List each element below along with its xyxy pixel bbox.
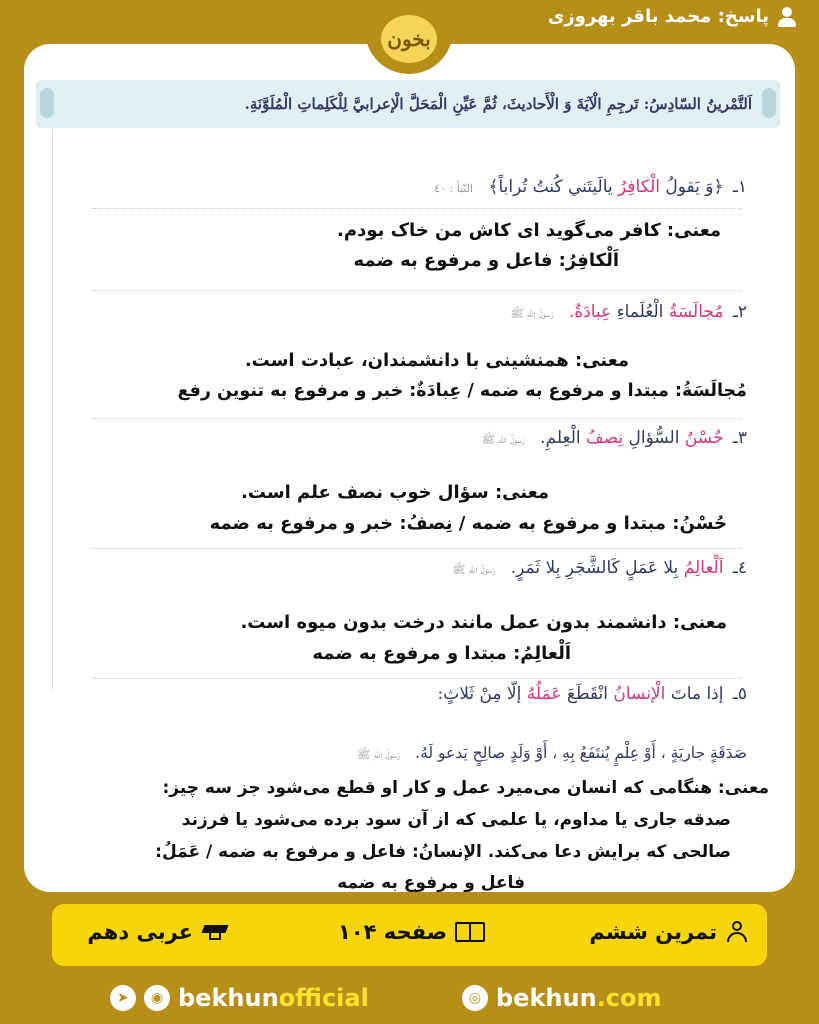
item-3-grammar: حُسْنُ: مبتدا و مرفوع به ضمه / نِصفُ: خبر و مرفوع به ضمه — [209, 513, 727, 534]
verse-text: إلّا مِنْ ثَلاثٍ: — [437, 684, 522, 704]
exercise-label-group — [589, 920, 749, 944]
ornament-icon — [40, 88, 54, 118]
book-icon — [455, 922, 485, 942]
margin-guide — [52, 130, 53, 690]
item-5-meaning-line-1: معنی: هنگامی که انسان می‌میرد عمل و کار او قطع می‌شود جز سه چیز: — [162, 778, 769, 798]
student-icon — [725, 921, 749, 943]
item-3-verse — [482, 428, 747, 449]
answerer-text: پاسخ: محمد باقر بهروزی — [547, 6, 769, 27]
verse-text: يالَيتَني كُنتُ تُراباً﴾ — [488, 177, 613, 197]
instagram-icon[interactable]: ◉ — [144, 985, 170, 1011]
item-5-meaning-line-3: صالحی که برایش دعا می‌کند. الإنسانُ: فاعل و مرفوع به ضمه / عَمَلُ: — [155, 842, 731, 862]
verse-text: إذا ماتَ — [670, 684, 724, 704]
verse-source: رَسولُ اللهِ ﷺ — [510, 307, 554, 320]
graduation-cap-icon — [201, 922, 229, 942]
globe-icon: ◎ — [462, 985, 488, 1011]
answerer-line — [548, 6, 797, 27]
item-2-verse — [510, 302, 747, 323]
item-4-verse — [452, 558, 747, 579]
item-number: ٥ـ — [732, 684, 747, 704]
item-5-verse — [437, 684, 747, 704]
book-label: عربی دهم — [87, 920, 193, 944]
book-label-group — [87, 920, 229, 944]
item-number: ١ـ — [732, 177, 747, 197]
website-main: bekhun — [496, 984, 597, 1012]
exercise-header — [36, 80, 780, 128]
highlighted-word: مُجالَسَةُ — [668, 302, 724, 322]
user-icon — [777, 7, 797, 27]
exercise-title: اَلتَّمْرينُ السّادِسُ: تَرجِمِ الْآيَةَ وَ الْأَحاديثَ، ثُمَّ عَيِّنِ الْمَحَلَّ الْإعرابيَّ لِلْكَلِماتِ الْمُلَوَّنَةِ. — [244, 95, 752, 113]
item-4-meaning: معنی: دانشمند بدون عمل مانند درخت بدون میوه است. — [240, 612, 727, 633]
highlighted-word: عِبادَةٌ. — [568, 302, 612, 322]
exercise-label: تمرین ششم — [589, 920, 717, 944]
verse-source: رَسولُ اللهِ ﷺ — [452, 563, 496, 576]
highlighted-word: الْكافِرُ — [618, 177, 661, 197]
website-link[interactable] — [462, 984, 662, 1012]
item-number: ٣ـ — [732, 428, 747, 448]
telegram-icon[interactable]: ➤ — [110, 985, 136, 1011]
item-4-grammar: اَلْعالِمُ: مبتدا و مرفوع به ضمه — [312, 643, 571, 664]
lesson-info-bar — [52, 904, 767, 966]
divider — [92, 208, 742, 209]
verse-text: انْقَطَعَ — [566, 684, 608, 704]
verse-text: الْعُلَماءِ — [616, 302, 664, 322]
item-2-grammar: مُجالَسَةُ: مبتدا و مرفوع به ضمه / عِبادَةٌ: خبر و مرفوع به تنوین رفع — [177, 381, 747, 401]
verse-text: بِلا عَمَلٍ كَالشَّجَرِ بِلا ثَمَرٍ. — [510, 558, 679, 578]
social-handle[interactable] — [110, 984, 369, 1012]
highlighted-word: نِصفُ — [586, 428, 624, 448]
divider — [92, 548, 742, 549]
highlighted-word: الْإنسانُ — [613, 684, 666, 704]
item-number: ٤ـ — [732, 558, 747, 578]
social-handle-main: bekhun — [178, 984, 279, 1012]
verse-source: رَسولُ اللهِ ﷺ — [481, 433, 525, 446]
item-number: ٢ـ — [732, 302, 747, 322]
page-label-group — [338, 920, 485, 944]
verse-text: ﴿وَ يَقولُ — [665, 177, 724, 197]
verse-text: الْعِلمِ. — [540, 428, 581, 448]
verse-text: السُّؤالِ — [628, 428, 680, 448]
verse-source: النّبأ : ٤٠ — [434, 182, 474, 195]
footer — [0, 982, 819, 1022]
verse-text: صَدَقَةٍ جاريَةٍ ، أَوْ عِلْمٍ يُنتَفَعُ بِهِ ، أَوْ وَلَدٍ صالِحٍ يَدعو لَهُ. — [415, 744, 747, 762]
item-5-meaning-line-4: فاعل و مرفوع به ضمه — [337, 873, 525, 893]
divider — [92, 418, 742, 419]
item-1-grammar: اَلْکافِرُ: فاعل و مرفوع به ضمه — [353, 250, 619, 271]
divider — [92, 678, 742, 679]
logo-emblem: بخون — [381, 15, 437, 63]
divider — [92, 290, 742, 291]
item-5-verse-line2 — [357, 744, 747, 764]
social-handle-accent: official — [278, 984, 369, 1012]
item-1-verse — [434, 176, 747, 197]
highlighted-word: عَمَلُهُ — [526, 684, 562, 704]
verse-source: رَسولُ اللهِ ﷺ — [357, 748, 401, 761]
content-card — [24, 44, 795, 892]
highlighted-word: اَلْعالِمُ — [683, 558, 724, 578]
item-3-meaning: معنی: سؤال خوب نصف علم است. — [241, 482, 549, 503]
item-5-meaning-line-2: صدقه جاری یا مداوم، یا علمی که از آن سود برده می‌شود یا فرزند — [181, 810, 731, 830]
highlighted-word: حُسْنُ — [684, 428, 724, 448]
item-2-meaning: معنی: همنشینی با دانشمندان، عبادت است. — [244, 350, 629, 371]
website-accent: .com — [596, 984, 662, 1012]
page-label: صفحه ۱۰۴ — [337, 920, 447, 944]
item-1-meaning: معنی: کافر می‌گوید ای کاش من خاک بودم. — [337, 220, 721, 241]
ornament-icon — [762, 88, 776, 118]
